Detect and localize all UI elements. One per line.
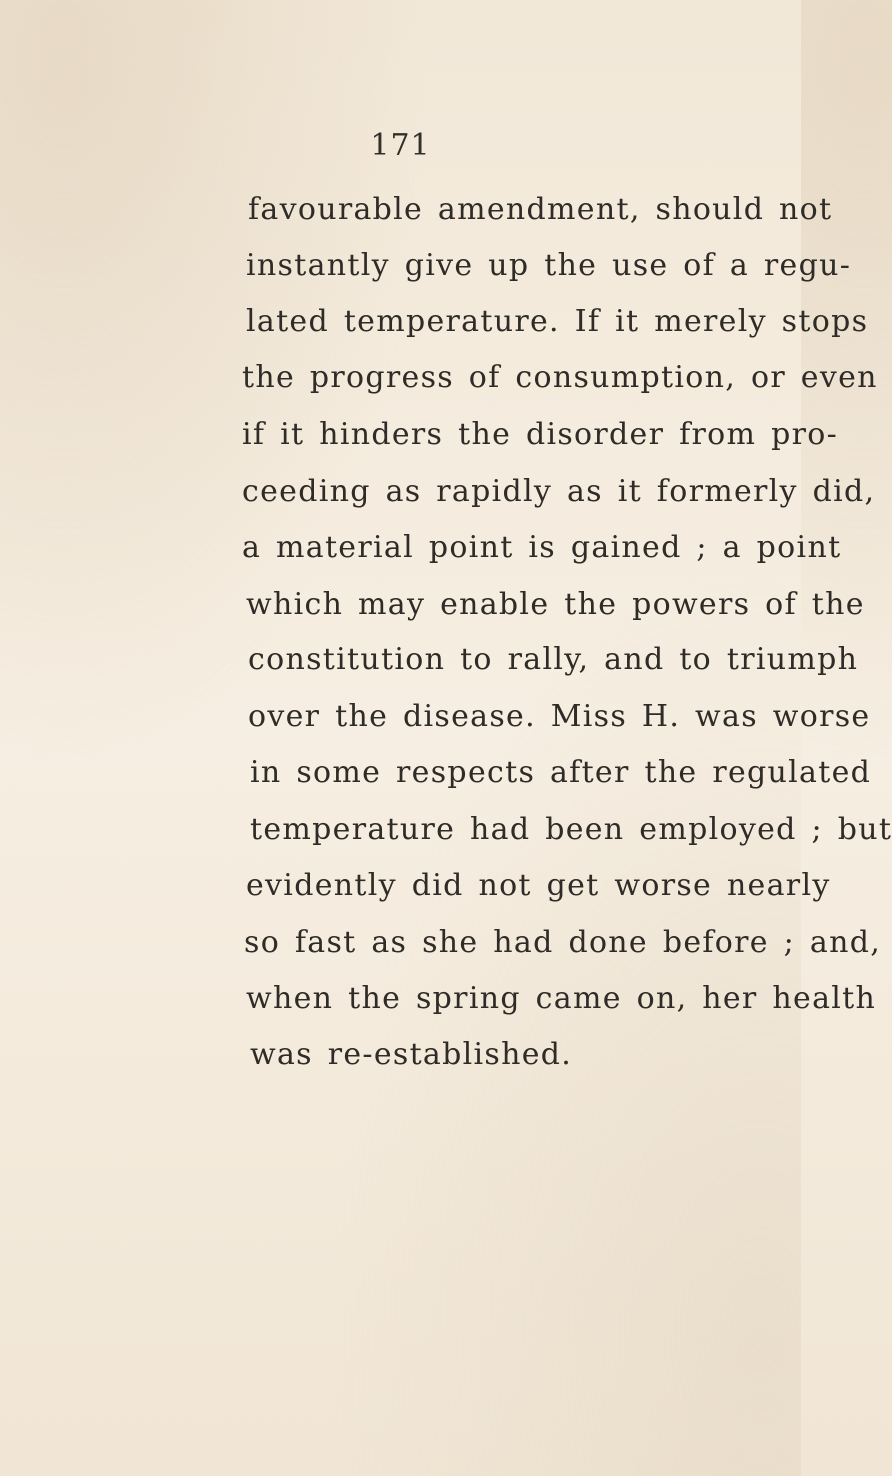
text-line-3: lated temperature. If it merely stops: [246, 304, 869, 339]
text-line-11: in some respects after the regulated: [250, 755, 872, 790]
text-line-15: when the spring came on, her health: [246, 981, 877, 1016]
text-line-10: over the disease. Miss H. was worse: [248, 699, 871, 734]
text-line-16: was re-established.: [250, 1037, 573, 1072]
text-line-8: which may enable the powers of the: [246, 587, 865, 622]
text-line-6: ceeding as rapidly as it formerly did,: [242, 474, 876, 509]
text-line-2: instantly give up the use of a regu-: [246, 248, 852, 283]
text-line-7: a material point is gained ; a point: [242, 530, 842, 565]
text-line-12: temperature had been employed ; but: [250, 812, 892, 847]
text-line-9: constitution to rally, and to triumph: [248, 642, 859, 677]
text-line-13: evidently did not get worse nearly: [246, 868, 831, 903]
text-line-14: so fast as she had done before ; and,: [244, 925, 882, 960]
page-number: 171: [370, 128, 431, 163]
text-line-5: if it hinders the disorder from pro-: [242, 417, 839, 452]
text-line-4: the progress of consumption, or even: [242, 360, 878, 395]
text-line-1: favourable amendment, should not: [248, 192, 833, 227]
